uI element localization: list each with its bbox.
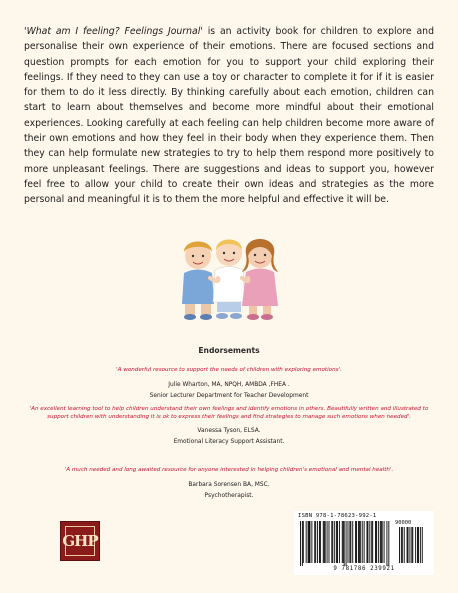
isbn-label: ISBN 978-1-78623-992-1 — [298, 513, 377, 519]
endorsement-3 — [20, 467, 438, 500]
endorsement-author: Barbara Sorensen BA, MSC. — [188, 481, 270, 488]
endorsements-heading: Endorsements — [198, 346, 260, 355]
endorsement-author: Julie Wharton, MA, NPQH, AMBDA ,FHEA . — [168, 381, 290, 388]
endorsement-role: Emotional Literacy Support Assistant. — [173, 439, 285, 446]
endorsement-role: Senior Lecturer Department for Teacher Development — [149, 392, 309, 399]
endorsement-author: Vanessa Tyson, ELSA. — [197, 428, 261, 435]
endorsement-role: Psychotherapist. — [204, 492, 254, 499]
intro-text — [24, 24, 434, 208]
endorsement-quote: 'A much needed and long awaited resource for anyone interested in helping children's emotional and mental health'. — [64, 467, 394, 473]
children-illustration — [176, 226, 282, 322]
book-title: 'What am I feeling? Feelings Journal' — [24, 26, 203, 37]
barcode-digits: 9 781786 239921 — [333, 566, 395, 572]
price-code: 90000 — [395, 520, 412, 526]
endorsement-quote: 'An excellent learning tool to help children understand their own feelings and identify emotions in others. Beautifully written and illustrated to support children with understanding it is ok to express their feelings and find strategies to manage such emotions when needed'. — [29, 406, 429, 420]
intro-body: is an activity book for children to explore and personalise their own experience of their emotions. There are focused sections and question prompts for each emotion for you to support your child exploring their feelings. If they need to they can use a toy or character to complete it for if it is easier for them to do it less directly. By thinking carefully about each emotion, children can start to learn about themselves and become more mindful about their emotional experiences. Looking carefully at each feeling can help children become more aware of their own emotions and how they feel in their body when they experience them. Then they can help formulate new strategies to try to help them respond more positively to more unpleasant feelings. There are suggestions and ideas to support you, however feel free to allow your child to create their own ideas and strategies as the more personal and meaningful it is to them the more helpful and effective it will be. — [24, 26, 434, 206]
endorsement-1 — [20, 367, 438, 400]
endorsement-quote: 'A wonderful resource to support the needs of children with exploring emotions'. — [116, 367, 342, 373]
publisher-logo — [60, 521, 100, 561]
isbn-barcode — [294, 511, 434, 575]
child-left-figure — [182, 242, 214, 321]
barcode-bars — [298, 521, 430, 566]
publisher-logo-text: GHP — [65, 526, 95, 556]
endorsement-2 — [20, 406, 438, 446]
